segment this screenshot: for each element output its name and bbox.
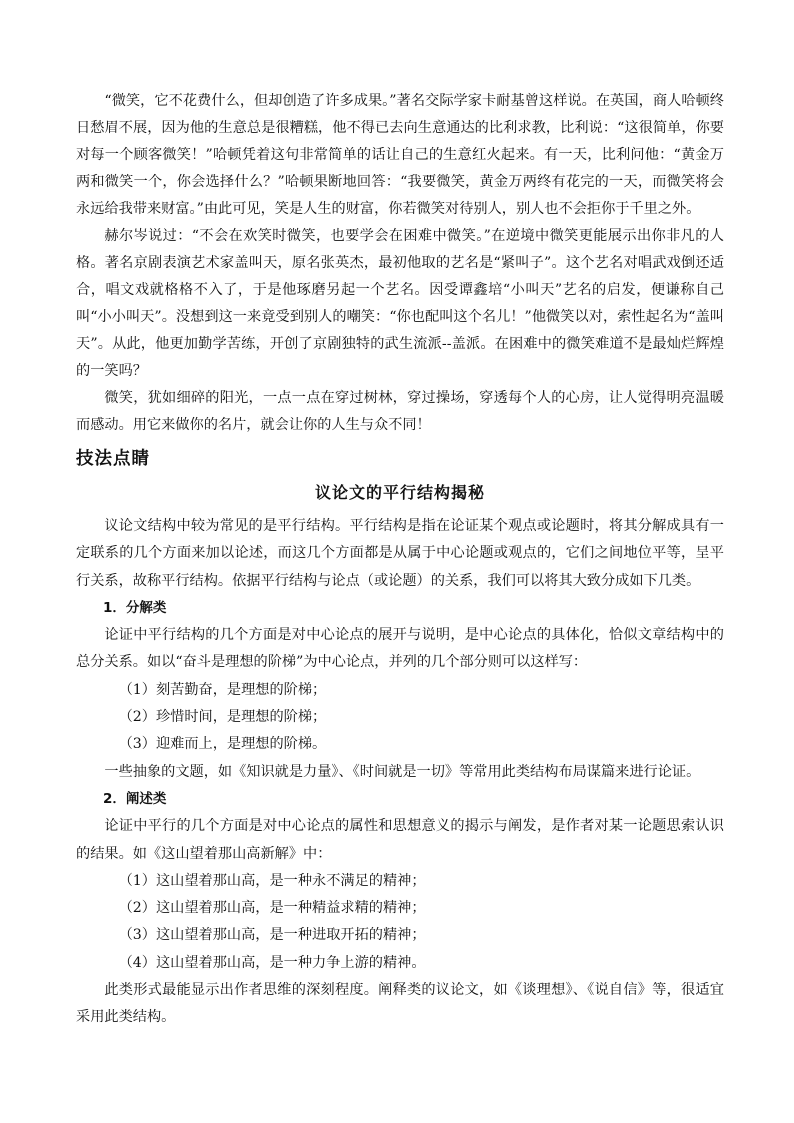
list-item: （3）迎难而上，是理想的阶梯。 bbox=[118, 736, 327, 753]
intro-paragraph: 议论文结构中较为常见的是平行结构。平行结构是指在论证某个观点或论题时，将其分解成具有一定联系的几个方面来加以论述，而这几个方面都是从属于中心论题或观点的，它们之间地位平等，呈平行关系，故称平行结构。依据平行结构与论点（或论题）的关系，我们可以将其大致分成如下几类。 bbox=[76, 518, 724, 589]
passage-paragraph: “微笑，它不花费什么，但却创造了许多成果。”著名交际学家卡耐基曾这样说。在英国，商人哈顿终日愁眉不展，因为他的生意总是很糟糕，他不得已去向生意通达的比利求教，比利说：“这很简单，你要对每一个顾客微笑！”哈顿凭着这句非常简单的话让自己的生意红火起来。有一天，比利问他：“黄金万两和微笑一个，你会选择什么？”哈顿果断地回答：“我要微笑，黄金万两终有花完的一天，而微笑将会永远给我带来财富。”由此可见，笑是人生的财富，你若微笑对待别人，别人也不会拒你于千里之外。 bbox=[76, 93, 724, 217]
technique-section bbox=[76, 479, 724, 1032]
passage bbox=[76, 88, 724, 439]
list-item: （2）珍惜时间，是理想的阶梯； bbox=[118, 709, 327, 726]
type2-note: 此类形式最能显示出作者思维的深刻程度。阐释类的议论文，如《谈理想》、《说自信》等，很适宜采用此类结构。 bbox=[76, 982, 724, 1026]
list-item: （3）这山望着那山高，是一种进取开拓的精神； bbox=[118, 927, 426, 944]
type1-note: 一些抽象的文题，如《知识就是力量》、《时间就是一切》等常用此类结构布局谋篇来进行论证。 bbox=[104, 763, 701, 780]
passage-paragraph: 微笑，犹如细碎的阳光，一点一点在穿过树林，穿过操场，穿透每个人的心房，让人觉得明亮温暖而感动。用它来做你的名片，就会让你的人生与众不同！ bbox=[76, 390, 724, 433]
list-item: （2）这山望着那山高，是一种精益求精的精神； bbox=[118, 900, 426, 917]
list-item: （1）刻苦勤奋，是理想的阶梯； bbox=[118, 681, 327, 698]
document-page bbox=[76, 88, 724, 1032]
type1-description: 论证中平行结构的几个方面是对中心论点的展开与说明，是中心论点的具体化，恰似文章结构中的总分关系。如以“奋斗是理想的阶梯”为中心论点，并列的几个部分则可以这样写： bbox=[76, 627, 724, 671]
list-item: （1）这山望着那山高，是一种永不满足的精神； bbox=[118, 872, 426, 889]
article-title: 议论文的平行结构揭秘 bbox=[314, 483, 485, 502]
passage-paragraph: 赫尔岑说过：“不会在欢笑时微笑，也要学会在困难中微笑。”在逆境中微笑更能展示出你非凡的人格。著名京剧表演艺术家盖叫天，原名张英杰，最初他取的艺名是“紧叫子”。这个艺名对唱武戏倒还适合，唱文戏就格格不入了，于是他琢磨另起一个艺名。因受谭鑫培“小叫天”艺名的启发，便谦称自己叫“小小叫天”。没想到这一来竟受到别人的嘲笑：“你也配叫这个名儿！”他微笑以对，索性起名为“盖叫天”。从此，他更加勤学苦练，开创了京剧独特的武生流派--盖派。在困难中的微笑难道不是最灿烂辉煌的一笑吗？ bbox=[76, 228, 724, 379]
type2-heading: 2．阐述类 bbox=[103, 790, 167, 807]
list-item: （4）这山望着那山高，是一种力争上游的精神。 bbox=[118, 954, 426, 971]
type1-heading: 1．分解类 bbox=[103, 599, 167, 616]
section-heading: 技法点睛 bbox=[76, 449, 150, 469]
type2-description: 论证中平行的几个方面是对中心论点的属性和思想意义的揭示与阐发，是作者对某一论题思索认识的结果。如《这山望着那山高新解》中： bbox=[76, 818, 724, 862]
